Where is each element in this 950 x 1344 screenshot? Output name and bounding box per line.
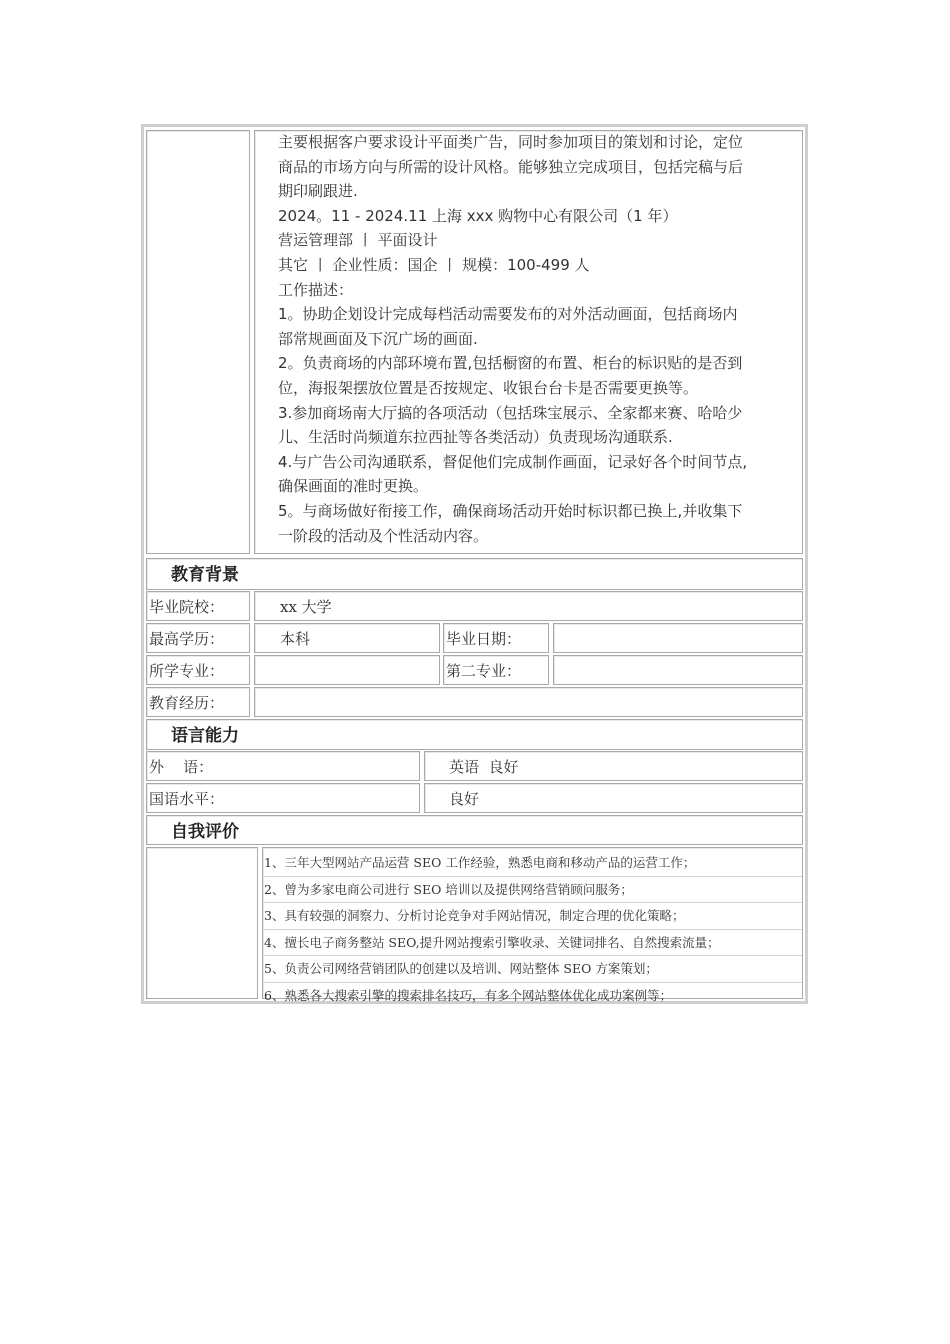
work-line: 5。与商场做好衔接工作，确保商场活动开始时标识都已换上,并收集下 [278, 501, 743, 520]
work-line: 其它 丨 企业性质：国企 丨 规模：100-499 人 [278, 255, 590, 274]
work-line: 工作描述： [278, 280, 354, 299]
work-line: 确保画面的准时更换。 [278, 477, 429, 496]
foreign-language-label: 外 语： [146, 751, 420, 781]
education-history-label: 教育经历： [146, 687, 250, 717]
list-item: 3、具有较强的洞察力、分析讨论竞争对手网站情况，制定合理的优化策略； [264, 903, 802, 930]
degree-value: 本科 [254, 623, 440, 653]
language-section-title: 语言能力 [146, 719, 803, 750]
degree-label: 最高学历： [146, 623, 250, 653]
work-line: 部常规画面及下沉广场的画面. [278, 329, 478, 348]
mandarin-value: 良好 [424, 783, 803, 813]
work-line: 位，海报架摆放位置是否按规定、收银台台卡是否需要更换等。 [278, 378, 699, 397]
work-line: 营运管理部 丨 平面设计 [278, 231, 438, 250]
self-eval-left-cell [146, 847, 258, 999]
work-line: 主要根据客户要求设计平面类广告，同时参加项目的策划和讨论，定位 [278, 133, 744, 151]
work-line: 2024。11 - 2024.11 上海 xxx 购物中心有限公司（1 年） [278, 206, 678, 225]
education-history-value [254, 687, 803, 717]
list-item: 6、熟悉各大搜索引擎的搜索排名技巧，有多个网站整体优化成功案例等； [264, 987, 672, 1003]
work-line: 期印刷跟进. [278, 182, 358, 201]
work-line: 3.参加商场南大厅搞的各项活动（包括珠宝展示、全家都来赛、哈哈少 [278, 403, 743, 422]
grad-date-label: 毕业日期： [443, 623, 549, 653]
mandarin-label: 国语水平： [146, 783, 420, 813]
work-line: 4.与广告公司沟通联系，督促他们完成制作画面，记录好各个时间节点, [278, 452, 748, 471]
major-label: 所学专业： [146, 655, 250, 685]
self-eval-section-title: 自我评价 [146, 815, 803, 845]
school-value: xx 大学 [254, 591, 803, 621]
work-left-cell [146, 130, 250, 554]
list-item: 5、负责公司网络营销团队的创建以及培训、网站整体 SEO 方案策划； [264, 956, 802, 983]
work-line: 一阶段的活动及个性活动内容。 [278, 526, 489, 545]
foreign-language-value: 英语 良好 [424, 751, 803, 781]
second-major-label: 第二专业： [443, 655, 549, 685]
work-line: 2。负责商场的内部环境布置,包括橱窗的布置、柜台的标识贴的是否到 [278, 354, 743, 373]
self-eval-list [264, 850, 802, 1008]
work-description [278, 130, 808, 548]
school-label: 毕业院校： [146, 591, 250, 621]
list-item: 4、擅长电子商务整站 SEO,提升网站搜索引擎收录、关键词排名、自然搜索流量； [264, 930, 802, 957]
list-item: 1、三年大型网站产品运营 SEO 工作经验，熟悉电商和移动产品的运营工作； [264, 850, 802, 877]
grad-date-value [553, 623, 803, 653]
second-major-value [553, 655, 803, 685]
work-line: 儿、生活时尚频道东拉西扯等各类活动）负责现场沟通联系. [278, 428, 673, 447]
work-line: 商品的市场方向与所需的设计风格。能够独立完成项目，包括完稿与后 [278, 157, 744, 176]
work-line: 1。协助企划设计完成每档活动需要发布的对外活动画面，包括商场内 [278, 305, 738, 324]
education-section-title: 教育背景 [146, 558, 803, 590]
list-item: 2、曾为多家电商公司进行 SEO 培训以及提供网络营销顾问服务； [264, 877, 802, 904]
major-value [254, 655, 440, 685]
